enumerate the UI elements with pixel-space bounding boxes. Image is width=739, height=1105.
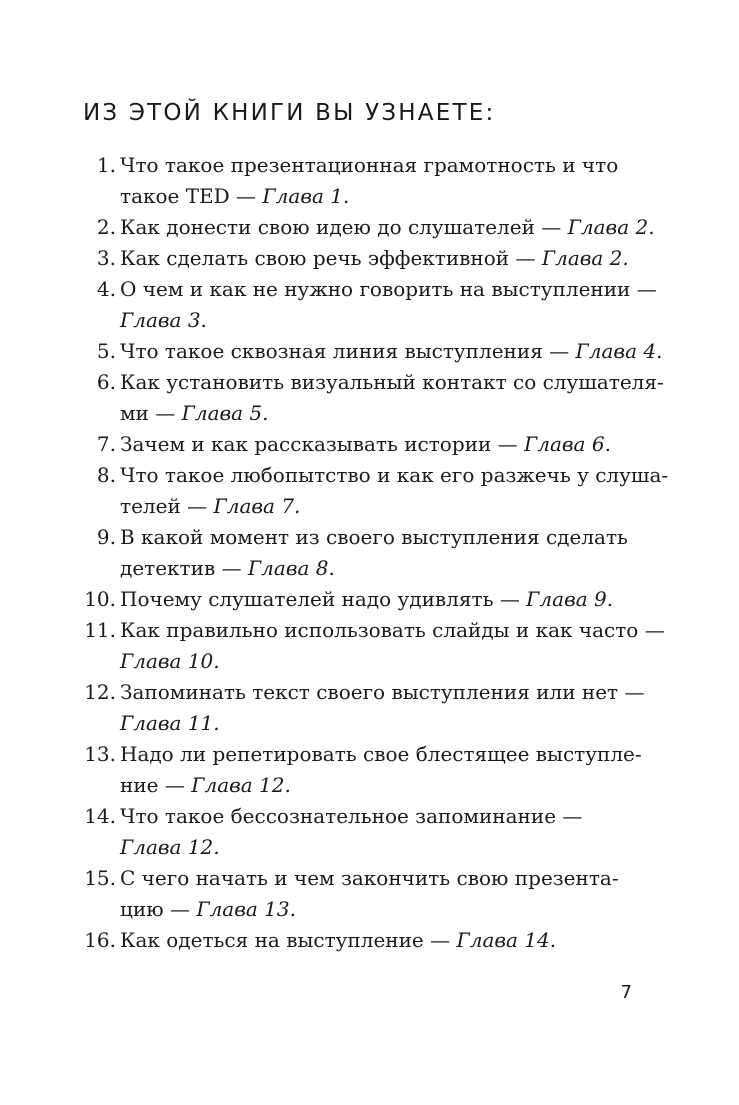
item-number: 10.	[84, 587, 116, 611]
chapter-reference: Глава 13.	[196, 897, 296, 921]
chapter-reference: Глава 10.	[120, 649, 220, 673]
item-text-line-last	[120, 429, 660, 460]
item-text-line: Что такое любопытство и как его разжечь у слуша-	[120, 463, 669, 487]
item-text-line: О чем и как не нужно говорить на выступлении —	[120, 277, 657, 301]
item-text-line-last	[120, 398, 660, 429]
item-number: 3.	[96, 246, 116, 270]
item-text: такое TED —	[120, 184, 263, 208]
chapter-reference: Глава 3.	[120, 308, 207, 332]
item-text-line-last	[120, 212, 660, 243]
item-text-line: Что такое бессознательное запоминание —	[120, 804, 583, 828]
item-text: Почему слушателей надо удивлять —	[120, 587, 527, 611]
list-item	[80, 863, 660, 925]
item-text-line-last	[120, 770, 660, 801]
item-text-line-last	[120, 181, 660, 212]
item-text-line-last	[120, 832, 660, 863]
item-text-line-last	[120, 646, 660, 677]
list-item	[80, 150, 660, 212]
item-text-line-last	[120, 336, 663, 367]
item-number: 12.	[84, 680, 116, 704]
list-item	[80, 460, 669, 522]
item-text: телей —	[120, 494, 214, 518]
item-number: 15.	[84, 866, 116, 890]
chapter-reference: Глава 7.	[213, 494, 301, 518]
chapter-reference: Глава 12.	[191, 773, 291, 797]
item-number: 4.	[96, 277, 116, 301]
item-text-line-last	[120, 553, 660, 584]
list-item	[80, 801, 660, 863]
chapter-reference: Глава 5.	[181, 401, 269, 425]
chapter-reference: Глава 2.	[567, 215, 655, 239]
chapter-reference: Глава 4.	[575, 339, 663, 363]
item-text-line-last	[120, 925, 660, 956]
list-item	[80, 243, 660, 274]
item-text: Как донести свою идею до слушателей —	[120, 215, 568, 239]
item-text: ние —	[120, 773, 192, 797]
item-text-line: Как установить визуальный контакт со слушателя-	[120, 370, 664, 394]
item-text-line-last	[120, 305, 660, 336]
item-number: 9.	[96, 525, 116, 549]
page-heading: ИЗ ЭТОЙ КНИГИ ВЫ УЗНАЕТЕ:	[83, 100, 496, 126]
item-text-line: Запоминать текст своего выступления или нет —	[120, 680, 645, 704]
item-number: 11.	[84, 618, 116, 642]
list-item	[80, 212, 660, 243]
item-number: 5.	[96, 339, 116, 363]
list-item	[80, 336, 663, 367]
page-number: 7	[620, 982, 632, 1003]
item-text-line-last	[120, 708, 660, 739]
item-text-line-last	[120, 491, 660, 522]
item-text-line-last	[120, 243, 660, 274]
list-item	[80, 677, 660, 739]
chapter-reference: Глава 2.	[541, 246, 629, 270]
chapter-reference: Глава 9.	[526, 587, 614, 611]
chapter-reference: Глава 6.	[524, 432, 611, 456]
contents-list	[80, 150, 669, 956]
item-number: 14.	[84, 804, 116, 828]
item-number: 6.	[96, 370, 116, 394]
item-text-line: Надо ли репетировать свое блестящее выступле-	[120, 742, 642, 766]
item-text-line: С чего начать и чем закончить свою презента-	[120, 866, 619, 890]
list-item	[80, 429, 660, 460]
item-text: Зачем и как рассказывать истории —	[120, 432, 525, 456]
item-number: 1.	[96, 153, 116, 177]
item-number: 7.	[96, 432, 116, 456]
chapter-reference: Глава 12.	[120, 835, 220, 859]
item-number: 2.	[96, 215, 116, 239]
item-text: ми —	[120, 401, 182, 425]
item-text: Что такое сквозная линия выступления —	[120, 339, 576, 363]
item-number: 13.	[84, 742, 116, 766]
item-text: цию —	[120, 897, 197, 921]
item-number: 16.	[84, 928, 116, 952]
list-item	[80, 925, 660, 956]
list-item	[80, 615, 665, 677]
item-text-line-last	[120, 894, 660, 925]
item-text-line: Как правильно использовать слайды и как часто —	[120, 618, 665, 642]
chapter-reference: Глава 11.	[120, 711, 220, 735]
list-item	[80, 367, 664, 429]
item-text-line: Что такое презентационная грамотность и что	[120, 153, 619, 177]
item-text-line-last	[120, 584, 660, 615]
item-text: Как сделать свою речь эффективной —	[120, 246, 542, 270]
list-item	[80, 584, 660, 615]
item-text: Как одеться на выступление —	[120, 928, 457, 952]
chapter-reference: Глава 14.	[456, 928, 557, 952]
item-number: 8.	[96, 463, 116, 487]
list-item	[80, 739, 660, 801]
chapter-reference: Глава 8.	[247, 556, 335, 580]
list-item	[80, 522, 660, 584]
chapter-reference: Глава 1.	[262, 184, 350, 208]
item-text: детектив —	[120, 556, 248, 580]
item-text-line: В какой момент из своего выступления сделать	[120, 525, 628, 549]
list-item	[80, 274, 660, 336]
